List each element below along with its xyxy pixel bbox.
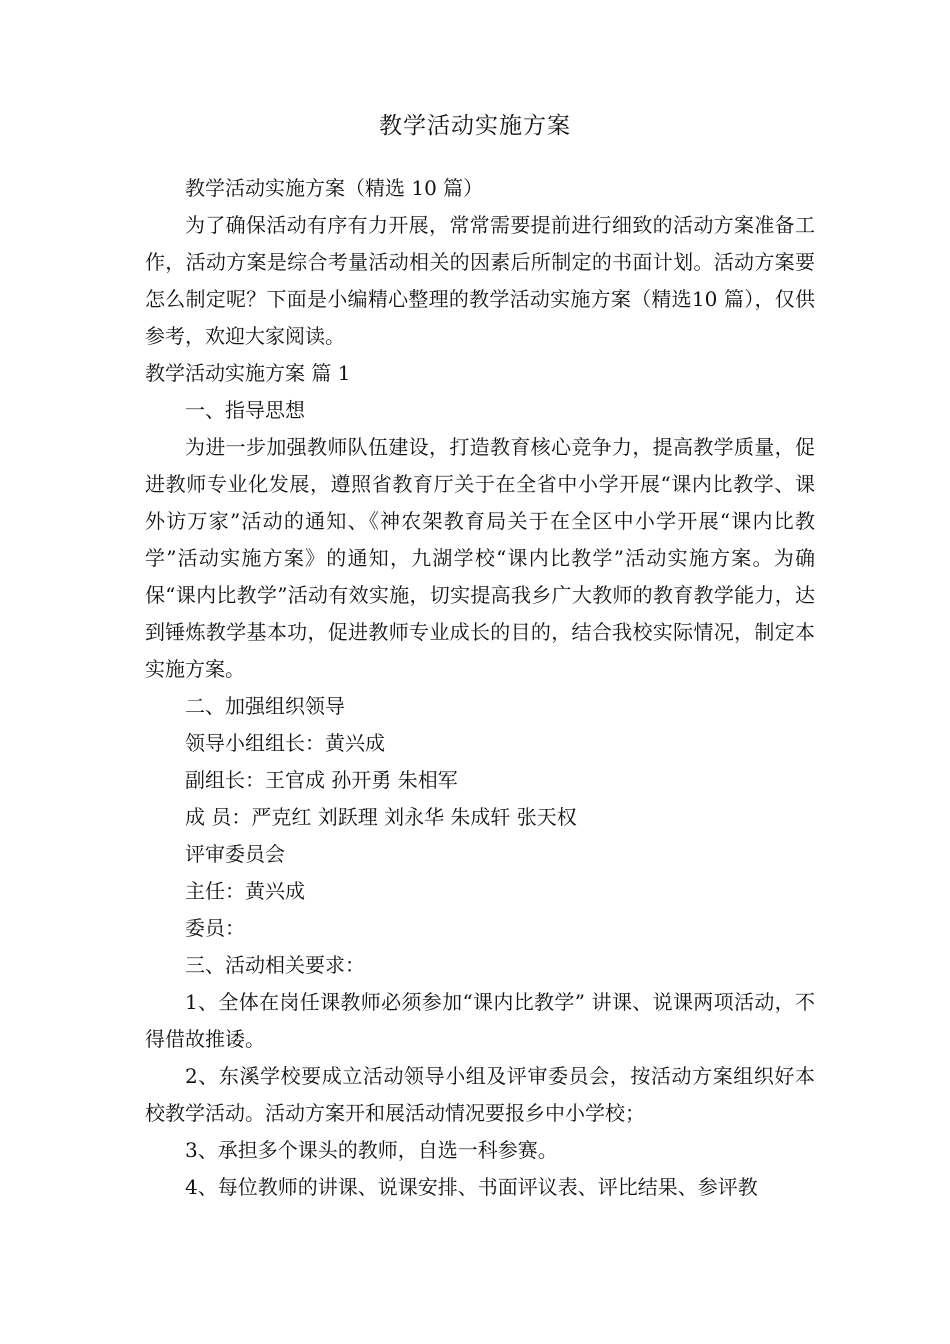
heading-guiding-ideology: 一、指导思想 [185, 398, 305, 422]
paragraph-intro: 为了确保活动有序有力开展，常常需要提前进行细致的活动方案准备工作，活动方案是综合考量活动相关的因素后所制定的书面计划。活动方案要怎么制定呢？下面是小编精心整理的教学活动实施方案（精选10 篇），仅供参考，欢迎大家阅读。 [145, 213, 815, 348]
line-members: 成 员：严克红 刘跃理 刘永华 朱成轩 张天权 [185, 805, 577, 829]
line-committee-members: 委员： [185, 916, 245, 940]
heading-requirements: 三、活动相关要求： [185, 953, 365, 977]
requirement-1: 1、全体在岗任课教师必须参加“课内比教学” 讲课、说课两项活动，不得借故推诿。 [145, 990, 815, 1051]
line-director: 主任：黄兴成 [185, 879, 305, 903]
document-body [145, 170, 815, 1206]
line-group-leader: 领导小组组长：黄兴成 [185, 731, 385, 755]
heading-organization: 二、加强组织领导 [185, 694, 345, 718]
paragraph-guiding-ideology: 为进一步加强教师队伍建设，打造教育核心竞争力，提高教学质量，促进教师专业化发展，遵照省教育厅关于在全省中小学开展“课内比教学、课外访万家”活动的通知、《神农架教育局关于在全区中小学开展“课内比教学”活动实施方案》的通知，九湖学校“课内比教学”活动实施方案。为确保“课内比教学”活动有效实施，切实提高我乡广大教师的教育教学能力，达到锤炼教学基本功，促进教师专业成长的目的，结合我校实际情况，制定本实施方案。 [145, 435, 815, 681]
section-heading-part-1: 教学活动实施方案 篇 1 [145, 361, 351, 385]
requirement-4: 4、每位教师的讲课、说课安排、书面评议表、评比结果、参评教 [185, 1175, 758, 1199]
document-title: 教学活动实施方案 [379, 113, 571, 139]
requirement-2: 2、东溪学校要成立活动领导小组及评审委员会，按活动方案组织好本校教学活动。活动方案开和展活动情况要报乡中小学校； [145, 1064, 815, 1125]
line-review-committee: 评审委员会 [185, 842, 285, 866]
line-deputy-leaders: 副组长：王官成 孙开勇 朱相军 [185, 768, 458, 792]
requirement-3: 3、承担多个课头的教师，自选一科参赛。 [185, 1138, 558, 1162]
paragraph-subtitle: 教学活动实施方案（精选 10 篇） [185, 176, 484, 200]
